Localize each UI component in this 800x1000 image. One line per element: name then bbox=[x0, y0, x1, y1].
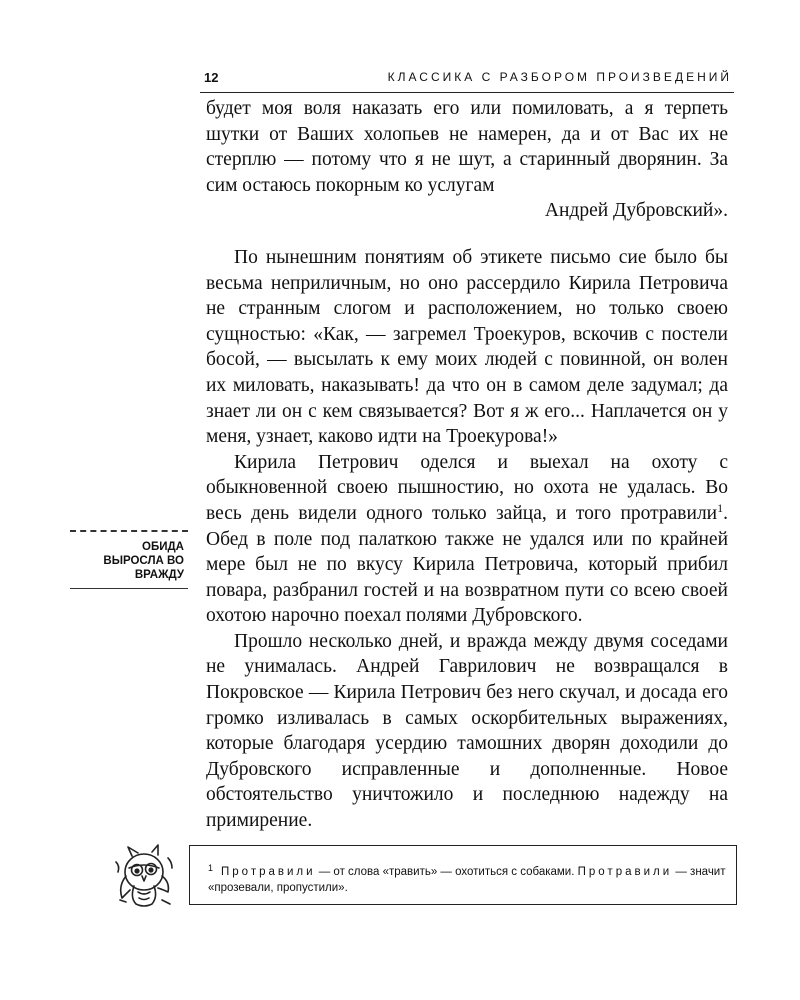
letter-signature: Андрей Дубровский». bbox=[544, 200, 728, 222]
margin-note-bottom-rule bbox=[70, 588, 188, 589]
owl-mascot-icon bbox=[112, 842, 178, 908]
footnote-text-2: — значит «прозевали, пропустили». bbox=[208, 866, 726, 894]
main-text bbox=[206, 96, 728, 834]
paragraph-2-before: Кирила Петрович оделся и выехал на охоту с обыкновенной своею пышностию, но охота не удалась. Во весь день видели одного только зайца, и того протравили bbox=[206, 451, 728, 524]
footnote-box bbox=[189, 845, 737, 905]
margin-note-text bbox=[70, 540, 188, 582]
paragraph-3: Прошло несколько дней, и вражда между двумя соседами не унималась. Андрей Гаврилович не возвращался в Покровское — Кирила Петрович без него скучал, и досада его громко изливалась в самых оскорбительных выражениях, которые благодаря усердию тамошних дворян доходили до Дубровского исправленные и дополненные. Новое обстоятельство уничтожило и последнюю надежду на примирение. bbox=[206, 630, 728, 832]
paragraph-1: По нынешним понятиям об этикете письмо сие было бы весьма неприличным, но оно рассердило Кирила Петровича не странным слогом и расположением, но только своею сущностью: «Как, — загремел Троекуров, вскочив с постели босой, — высылать к ему моих людей с повинной, он волен их миловать, наказывать! да что он в самом деле задумал; да знает ли он с кем связывается? Вот я ж его... Наплачется он у меня, узнает, каково идти на Троекурова!» bbox=[206, 246, 728, 448]
page-number: 12 bbox=[204, 70, 219, 85]
footnote-reference[interactable]: 1 bbox=[717, 500, 724, 515]
margin-note-line-3: ВРАЖДУ bbox=[134, 569, 184, 581]
margin-note-line-2: ВЫРОСЛА ВО bbox=[103, 555, 184, 567]
footnote-text-1: — от слова «травить» — охотиться с собаками. bbox=[315, 866, 578, 878]
footnote-term-2: Протравили bbox=[577, 866, 673, 878]
footnote-term-1: Протравили bbox=[221, 866, 316, 878]
running-header bbox=[200, 68, 734, 93]
paragraph-2 bbox=[206, 450, 728, 629]
footnote-number: 1 bbox=[208, 863, 214, 873]
margin-note bbox=[70, 530, 188, 589]
margin-note-top-rule bbox=[70, 530, 188, 532]
paragraph-2-after: . Обед в поле под палаткою также не удался или по крайней мере был не по вкусу Кирила Петровича, который прибил повара, разбранил гостей и на возвратном пути со всею своей охотою нарочно поехал полями Дубровского. bbox=[206, 502, 728, 627]
running-title: КЛАССИКА С РАЗБОРОМ ПРОИЗВЕДЕНИЙ bbox=[387, 70, 732, 84]
letter-end-paragraph: будет моя воля наказать его или помиловать, а я терпеть шутки от Ваших холопьев не намерен, да и от Вас их не стерплю — потому что я не шут, а старинный дворянин. За сим остаюсь покорным ко услугам bbox=[206, 98, 728, 196]
margin-note-line-1: ОБИДА bbox=[142, 541, 184, 553]
